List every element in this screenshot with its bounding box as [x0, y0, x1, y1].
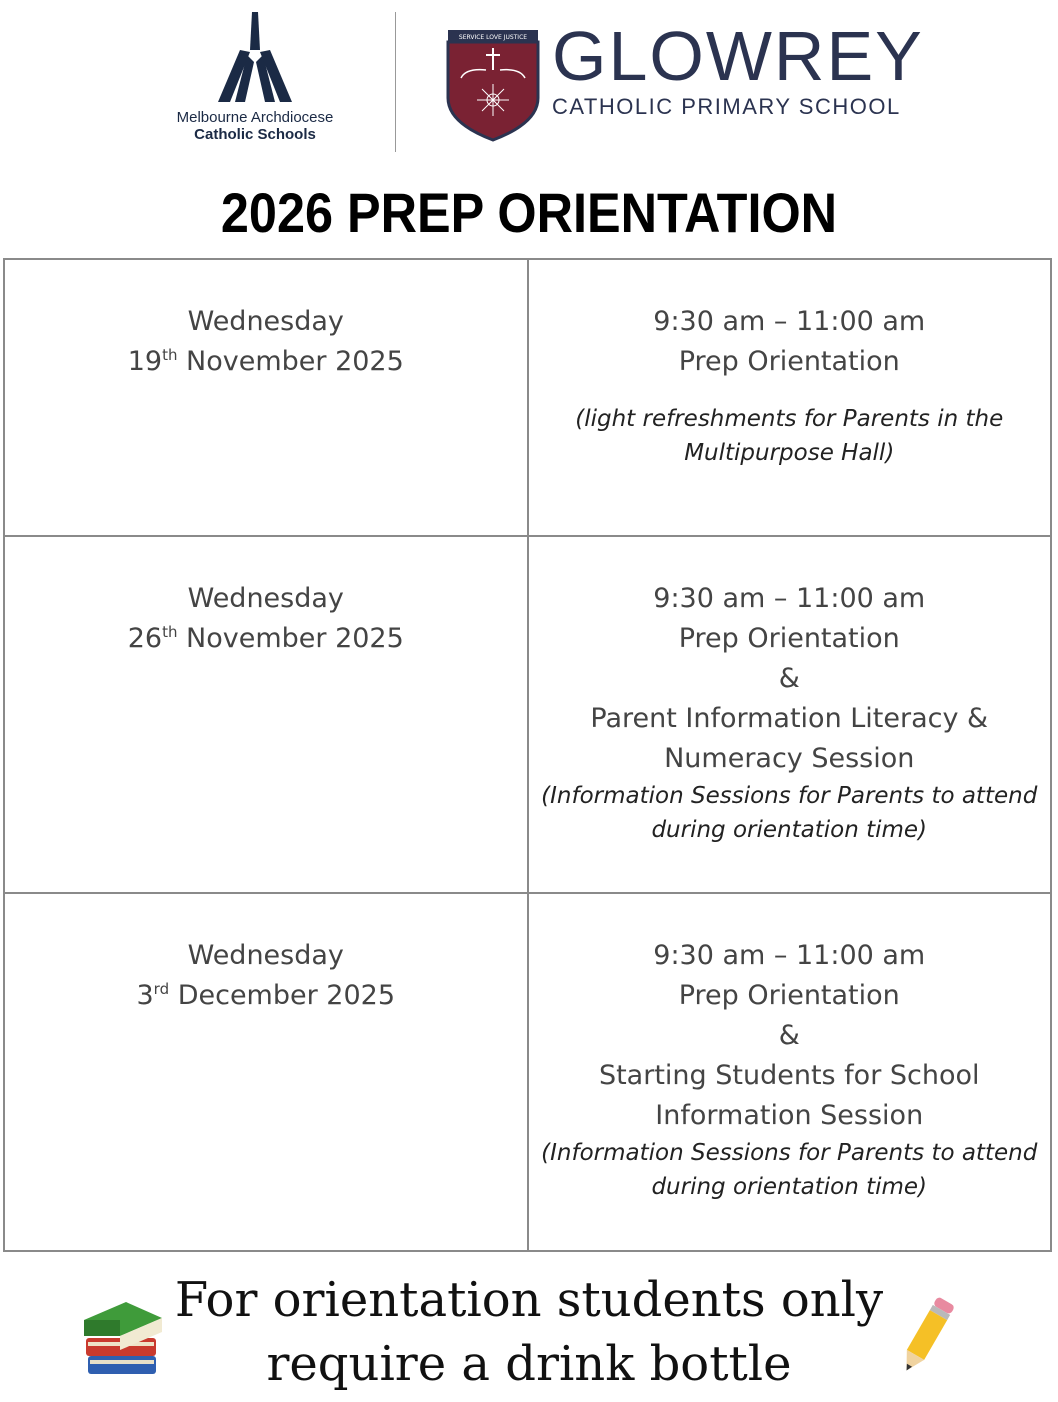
footer-line1: For orientation students only	[174, 1272, 884, 1328]
detail-line: Numeracy Session	[664, 743, 915, 774]
mac-logo	[155, 10, 355, 143]
time: 9:30 am – 11:00 am	[653, 940, 926, 971]
details-cell	[528, 536, 1052, 893]
detail-line: Prep Orientation	[678, 980, 900, 1011]
mac-logo-line2: Catholic Schools	[194, 126, 316, 143]
time: 9:30 am – 11:00 am	[653, 583, 926, 614]
date: 3rd December 2025	[136, 980, 395, 1011]
mac-logo-line1: Melbourne Archdiocese	[176, 109, 334, 126]
school-logo-text	[552, 17, 924, 120]
school-name: GLOWREY	[552, 17, 924, 95]
detail-line: &	[778, 663, 800, 694]
detail-line: Parent Information Literacy &	[590, 703, 989, 734]
note-line: (Information Sessions for Parents to attend	[541, 783, 1038, 809]
date-cell	[4, 536, 528, 893]
mac-logo-mark	[200, 10, 310, 105]
note-line: (Information Sessions for Parents to attend	[541, 1140, 1038, 1166]
date: 26th November 2025	[127, 623, 404, 654]
footer-line2: require a drink bottle	[266, 1336, 792, 1392]
details-cell	[528, 259, 1052, 536]
day: Wednesday	[187, 940, 344, 971]
detail-line: Prep Orientation	[678, 346, 900, 377]
note-line: during orientation time)	[651, 1174, 928, 1200]
schedule-table	[3, 258, 1052, 1252]
table-row	[4, 893, 1051, 1251]
detail-line: &	[778, 1020, 800, 1051]
pencil-icon	[895, 1292, 959, 1378]
note-line: (light refreshments for Parents in the	[575, 406, 1004, 432]
detail-line: Starting Students for School	[598, 1060, 980, 1091]
day: Wednesday	[187, 583, 344, 614]
school-shield-icon	[446, 28, 540, 142]
date-cell	[4, 259, 528, 536]
date-cell	[4, 893, 528, 1251]
page-title: 2026 PREP ORIENTATION	[220, 181, 838, 244]
logo-divider	[395, 12, 396, 152]
svg-text:SERVICE LOVE JUSTICE: SERVICE LOVE JUSTICE	[458, 34, 528, 41]
details-cell	[528, 893, 1052, 1251]
school-subtitle: CATHOLIC PRIMARY SCHOOL	[552, 94, 901, 119]
note-line: during orientation time)	[651, 817, 928, 843]
detail-line: Prep Orientation	[678, 623, 900, 654]
date: 19th November 2025	[127, 346, 404, 377]
detail-line: Information Session	[655, 1100, 924, 1131]
table-row	[4, 259, 1051, 536]
day: Wednesday	[187, 306, 344, 337]
table-row	[4, 536, 1051, 893]
note-line: Multipurpose Hall)	[684, 440, 895, 466]
time: 9:30 am – 11:00 am	[653, 306, 926, 337]
